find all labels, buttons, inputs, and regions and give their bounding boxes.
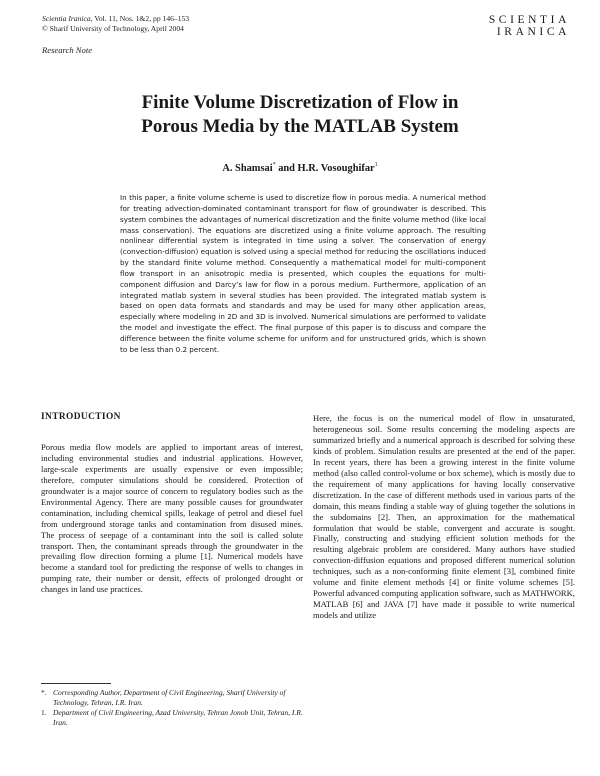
paper-title-line2: Porous Media by the MATLAB System — [141, 116, 459, 137]
paper-title-line1: Finite Volume Discretization of Flow in — [141, 92, 459, 113]
journal-citation — [42, 14, 372, 34]
footnote-divider — [41, 683, 111, 684]
right-column — [313, 413, 575, 621]
copyright-line: © Sharif University of Technology, April 2004 — [42, 24, 184, 33]
journal-logo-line2: IRANICA — [496, 26, 570, 38]
body-paragraph: Porous media flow models are applied to important areas of interest, including environmental studies and industrial applications. However, large-scale experiments are usually expensive or even impossible; therefore, computer simulations should be considered. Protection of groundwater is a major source of concern to regulatory bodies such as the Environmental Agency. There are many possible causes for groundwater contamination, including chemical spills, leakage of petrol and diesel fuel from underground storage tanks and contamination from disused mines. The process of seepage of a contaminant into the soil is called solute transport. Then, the contaminant spreads through the groundwater in the prevailing flow direction forming a plume [1]. Numerical models have become a standard tool for predicting the response of wells to changes in pumping rate, their number or densit, effects of prolonged drought or changes in land use practices. — [41, 441, 303, 595]
footnote — [41, 708, 303, 727]
author-affiliation-mark: 1 — [374, 162, 378, 168]
footnote-text: Department of Civil Engineering, Azad University, Tehran Jonob Unit, Tehran, I.R. Iran. — [53, 708, 303, 727]
footnote — [41, 688, 303, 707]
author-line — [0, 162, 600, 174]
author-name: H.R. Vosoughifar — [297, 163, 375, 174]
journal-volume-line — [42, 14, 372, 24]
author-affiliation-mark: * — [272, 162, 276, 168]
article-type: Research Note — [42, 45, 93, 55]
paper-title — [0, 91, 600, 139]
author-name: A. Shamsai — [222, 163, 273, 174]
left-column — [41, 412, 303, 595]
body-paragraph: Here, the focus is on the numerical model of flow in unsaturated, heterogeneous soil. Some results concerning the modeling aspects are summarized briefly and a numerical approach is described for solving these kinds of problem. Simulation results are presented at the end of the paper. In recent years, there has been a growing interest in the finite volume method (also called control-volume or box scheme), which is mostly due to the requirement of many applications for having locally conservative discretization. In the case of different methods used in various parts of the domain, this means finding a stable way of gluing together the solutions in the subdomains [2]. Then, an approximation for the mathematical formulation that would be stable, convergent and accurate is sought. Finally, constructing and studying efficient solution methods for the resulting algebraic problem are considered. Many authors have studied convection-diffusion equations and proposed different numerical solution techniques, such as a non-conforming finite element [3], combined finite volume and finite element methods [4] or finite volume schemes [5]. Powerful advanced computing application software, such as MATHWORK, MATLAB [6] and JAVA [7] have made it possible to write numerical models and utilize — [313, 413, 575, 621]
author-separator: and — [275, 163, 298, 174]
footnote-text: Corresponding Author, Department of Civil Engineering, Sharif University of Technology, Tehran, I.R. Iran. — [53, 688, 286, 707]
journal-title-italic: Scientia Iranica — [42, 14, 91, 23]
footnotes — [41, 688, 303, 728]
abstract: In this paper, a finite volume scheme is used to discretize flow in porous media. A numerical method for treating advection-dominated contaminant transport for flow of groundwater is described. This system combines the advantages of numerical discretization and the finite volume method (like local mass conservation). The equations are discretized using a finite volume approach. The resulting nonlinear differential system is integrated in time using a solver. The conservation of energy (convection-diffusion) equation is solved using a special method for reducing the oscillations induced by the standard finite volume method. Consequently a mathematical model for multi-component flow transport in an anisotropic media is presented, which couples the equations for multi-component diffusion and Darcy’s law for flow in a porous medium. Furthermore, application of an integrated matlab system in several studies has been provided. The integrated matlab system is based on open data formats and standards and may be used for many other application areas, especially where modeling in 2D and 3D is involved. Numerical simulations are performed to validate the model and investigate the effect. The final purpose of this paper is to discuss and compare the difference between the finite volume scheme for uniform and for unstructured grids, which is shown to be less than 0.2 percent. — [120, 193, 486, 354]
section-heading: INTRODUCTION — [41, 412, 121, 422]
journal-logo — [489, 14, 570, 38]
journal-logo-line1: SCIENTIA — [488, 14, 570, 26]
footnote-mark: 1. — [41, 708, 47, 718]
journal-volume-pages: , Vol. 11, Nos. 1&2, pp 146–153 — [90, 14, 190, 23]
footnote-mark: *. — [41, 688, 47, 697]
